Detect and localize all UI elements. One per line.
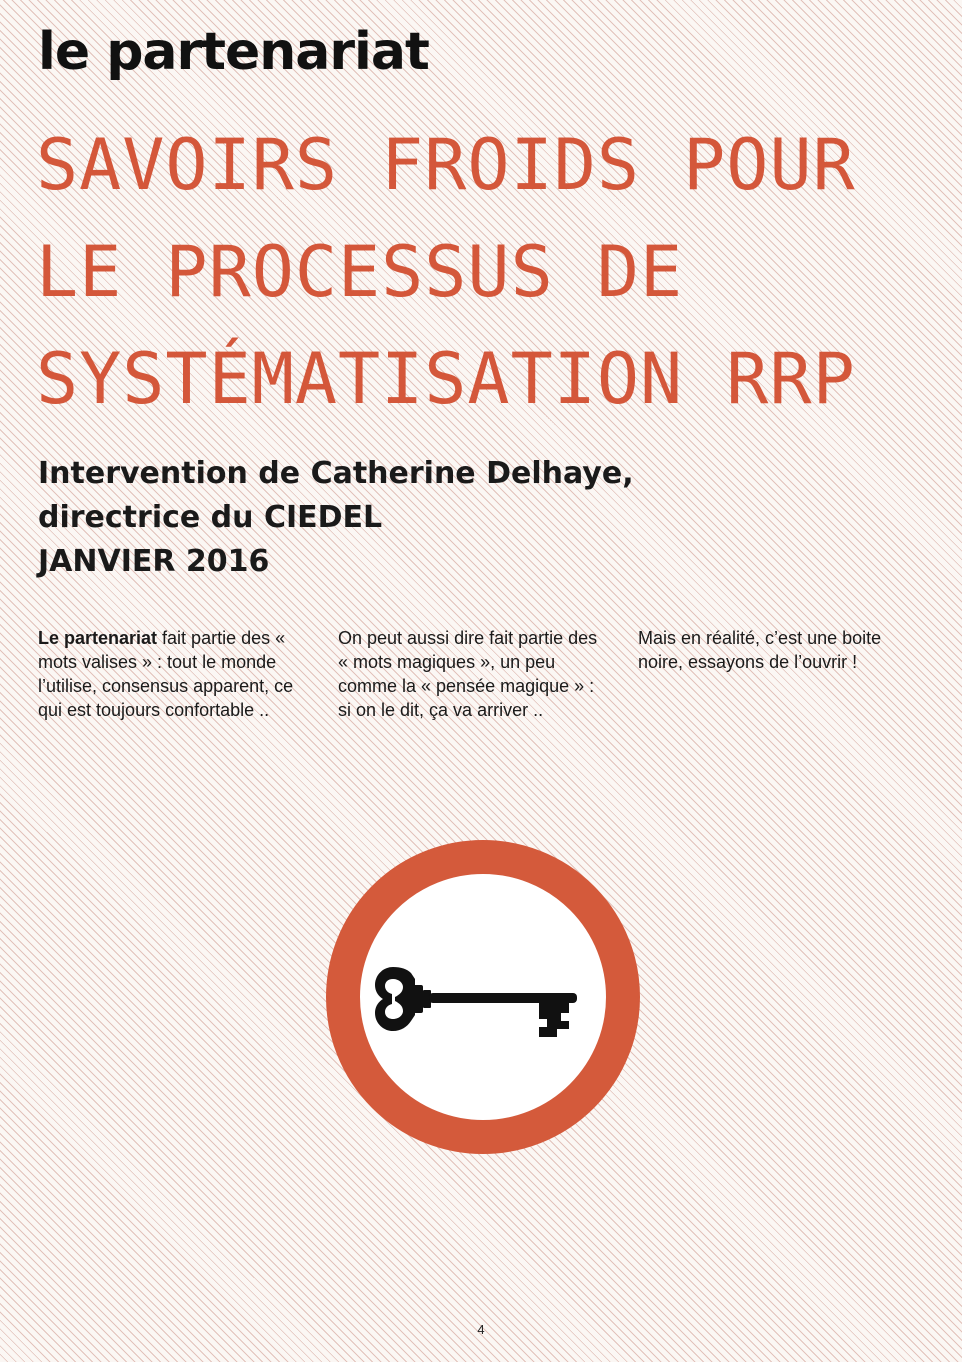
intro-columns [38,626,918,722]
section-label: le partenariat [38,22,429,82]
intro-column-text: On peut aussi dire fait partie des « mots magiques », un peu comme la « pensée magique » : si on le dit, ça va arriver .. [338,628,598,720]
page-number: 4 [477,1322,485,1337]
main-title [36,112,936,433]
title-line-1: SAVOIRS FROIDS POUR [36,124,856,206]
key-icon [325,839,641,1155]
subtitle-role: directrice du CIEDEL [38,500,383,535]
intro-lead: Le partenariat [38,628,158,648]
title-line-3: SYSTÉMATISATION RRP [36,338,856,420]
intro-column-3 [638,626,906,722]
subtitle-speaker: Intervention de Catherine Delhaye, [38,456,634,491]
key-emblem [325,839,641,1155]
title-line-2: LE PROCESSUS DE [36,231,684,313]
intro-column-text: Mais en réalité, c’est une boite noire, essayons de l’ouvrir ! [638,628,882,672]
intro-column-2 [338,626,606,722]
subtitle [38,452,634,584]
intro-column-1 [38,626,306,722]
subtitle-date: JANVIER 2016 [38,544,270,579]
intro-column-text: fait partie des « mots valises » : tout le monde l’utilise, consensus apparent, ce qui est toujours confortable .. [38,628,294,720]
